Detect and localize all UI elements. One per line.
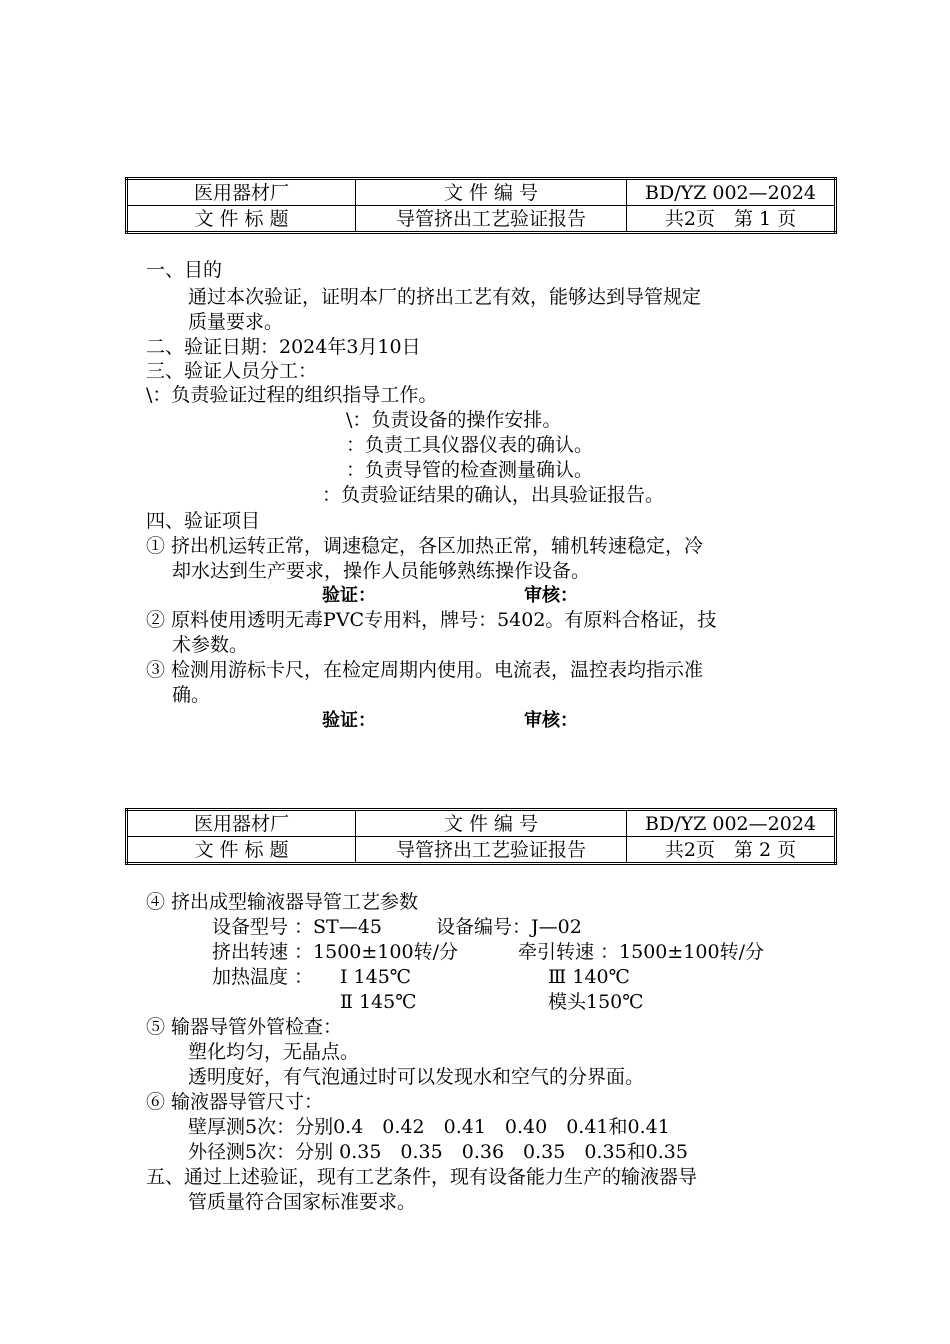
item-2-line-1: ② 原料使用透明无毒PVC专用料，牌号：5402。有原料合格证，技 <box>146 609 717 631</box>
section-5-line-1: 五、通过上述验证，现有工艺条件，现有设备能力生产的输液器导 <box>146 1166 698 1188</box>
section-3-title: 三、验证人员分工： <box>146 360 318 382</box>
review-label: 审核： <box>524 585 578 606</box>
verify-label-2: 验证： <box>322 710 376 731</box>
item-1-line-2: 却水达到生产要求，操作人员能够熟练操作设备。 <box>172 560 591 582</box>
wall-thickness-readings: 壁厚测5次：分别0.4 0.42 0.41 0.40 0.41和0.41 <box>188 1116 670 1138</box>
staff-duty-2: \：负责设备的操作安排。 <box>346 409 562 431</box>
temp-zone-2: Ⅱ 145℃ <box>340 991 417 1013</box>
item-5-title: ⑤ 输器导管外管检查： <box>146 1016 343 1038</box>
header-doc-no: BD/YZ 002—2024 <box>627 810 836 837</box>
temp-zone-1: Ⅰ 145℃ <box>340 966 412 988</box>
die-temp: 模头150℃ <box>548 991 644 1013</box>
item-6-title: ⑥ 输液器导管尺寸： <box>146 1091 324 1113</box>
item-5-line-2: 透明度好，有气泡通过时可以发现水和空气的分界面。 <box>188 1066 645 1088</box>
header-title-label: 文 件 标 题 <box>127 206 356 233</box>
item-3-line-2: 确。 <box>172 684 211 706</box>
header-page-info: 共2页 第 1 页 <box>627 206 836 233</box>
haul-off-speed: 牵引转速 ：1500±100转/分 <box>518 941 764 963</box>
header-org: 医用器材厂 <box>127 179 356 206</box>
section-1-text-line-2: 质量要求。 <box>188 311 284 333</box>
header-doc-no: BD/YZ 002—2024 <box>627 179 836 206</box>
section-4-title: 四、验证项目 <box>146 510 261 532</box>
section-5-line-2: 管质量符合国家标准要求。 <box>188 1191 417 1213</box>
header-table-page-1 <box>125 177 837 234</box>
heating-temp-label: 加热温度 ： <box>212 966 314 988</box>
section-1-text-line-1: 通过本次验证，证明本厂的挤出工艺有效，能够达到导管规定 <box>188 286 702 308</box>
header-title: 导管挤出工艺验证报告 <box>356 206 627 233</box>
header-doc-no-label: 文 件 编 号 <box>356 810 627 837</box>
verify-label: 验证： <box>322 585 376 606</box>
staff-duty-1: \：负责验证过程的组织指导工作。 <box>146 384 438 406</box>
staff-duty-5: ：负责验证结果的确认，出具验证报告。 <box>322 484 665 506</box>
review-label-2: 审核： <box>524 710 578 731</box>
header-doc-no-label: 文 件 编 号 <box>356 179 627 206</box>
temp-zone-3: Ⅲ 140℃ <box>548 966 630 988</box>
header-title-label: 文 件 标 题 <box>127 837 356 864</box>
item-3-line-1: ③ 检测用游标卡尺，在检定周期内使用。电流表，温控表均指示准 <box>146 659 704 681</box>
header-title: 导管挤出工艺验证报告 <box>356 837 627 864</box>
item-5-line-1: 塑化均匀，无晶点。 <box>188 1041 360 1063</box>
staff-duty-3: ：负责工具仪器仪表的确认。 <box>346 434 594 456</box>
equipment-model: 设备型号 ：ST—45 <box>212 916 382 938</box>
section-1-title: 一、目的 <box>146 259 223 281</box>
section-2-date: 二、验证日期：2024年3月10日 <box>146 336 421 358</box>
outer-diameter-readings: 外径测5次：分别 0.35 0.35 0.36 0.35 0.35和0.35 <box>188 1141 688 1163</box>
extrusion-speed: 挤出转速 ：1500±100转/分 <box>212 941 458 963</box>
header-table-page-2 <box>125 808 837 865</box>
header-org: 医用器材厂 <box>127 810 356 837</box>
item-1-line-1: ① 挤出机运转正常，调速稳定，各区加热正常，辅机转速稳定，冷 <box>146 535 704 557</box>
item-2-line-2: 术参数。 <box>172 634 249 656</box>
equipment-number: 设备编号：J—02 <box>436 916 582 938</box>
staff-duty-4: ：负责导管的检查测量确认。 <box>346 459 594 481</box>
header-page-info: 共2页 第 2 页 <box>627 837 836 864</box>
item-4-title: ④ 挤出成型输液器导管工艺参数 <box>146 891 419 913</box>
